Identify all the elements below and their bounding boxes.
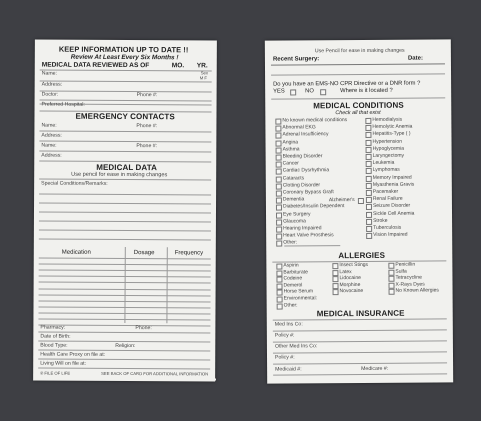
allergy-checkbox[interactable] bbox=[277, 303, 283, 309]
condition-label: Vision Impaired bbox=[373, 231, 408, 239]
allergy-label: Aspirin bbox=[283, 262, 299, 269]
condition-label: Cataracts bbox=[282, 174, 305, 182]
pharmacy-label: Pharmacy: bbox=[40, 324, 66, 331]
contact1-name-label: Name: bbox=[41, 122, 57, 129]
dnr-yes-checkbox[interactable] bbox=[290, 89, 296, 95]
dnr-no-label: NO bbox=[305, 88, 314, 95]
condition-label: Tuberculosis bbox=[373, 224, 402, 231]
condition-label: Heart Valve Prosthesis bbox=[283, 232, 334, 239]
condition-label: Laryngectomy bbox=[372, 152, 405, 159]
allergy-label: X-Rays Dyes bbox=[395, 281, 425, 288]
condition-label: Hypoglycemia bbox=[372, 145, 404, 152]
check-all-note: Check all that exist bbox=[335, 109, 381, 117]
allergy-label: Novocaine bbox=[339, 288, 364, 295]
preferred-hospital-label: Preferred Hospital: bbox=[41, 101, 85, 108]
allergy-checkbox[interactable] bbox=[276, 264, 282, 270]
doctor-phone-label: Phone #: bbox=[136, 92, 158, 99]
condition-label: Pacemaker bbox=[372, 188, 399, 195]
condition-checkbox[interactable] bbox=[366, 197, 372, 203]
condition-label: Hemolytic Anemia bbox=[372, 123, 413, 131]
condition-label: Dementia bbox=[282, 196, 305, 203]
frequency-column-header: Frequency bbox=[174, 250, 204, 257]
medicaid-label: Medicaid #: bbox=[275, 366, 302, 373]
condition-label: No known medical conditions bbox=[282, 117, 348, 124]
contact2-phone-label: Phone #: bbox=[136, 143, 158, 150]
condition-checkbox[interactable] bbox=[366, 154, 372, 160]
condition-checkbox[interactable] bbox=[275, 119, 281, 125]
dob-label: Date of Birth: bbox=[40, 333, 71, 340]
allergy-label: Penicillin bbox=[395, 261, 416, 268]
divider bbox=[39, 141, 211, 143]
condition-checkbox[interactable] bbox=[366, 212, 372, 218]
condition-label: Lymphomas bbox=[372, 167, 400, 174]
condition-label: Glaucoma bbox=[283, 218, 306, 225]
condition-label: Renal Failure bbox=[372, 195, 403, 203]
column-divider bbox=[124, 247, 125, 323]
condition-checkbox[interactable] bbox=[276, 234, 282, 240]
alzheimers-label: Alzheimer's bbox=[328, 197, 355, 204]
religion-label: Religion: bbox=[115, 342, 136, 350]
allergy-checkbox[interactable] bbox=[332, 276, 338, 282]
condition-checkbox[interactable] bbox=[366, 147, 372, 153]
condition-checkbox[interactable] bbox=[365, 125, 371, 131]
condition-checkbox[interactable] bbox=[365, 140, 371, 146]
condition-checkbox[interactable] bbox=[276, 191, 282, 197]
recent-surgery-label: Recent Surgery: bbox=[272, 56, 320, 63]
allergy-checkbox[interactable] bbox=[276, 270, 282, 276]
condition-label: Other: bbox=[283, 239, 298, 246]
allergy-checkbox[interactable] bbox=[388, 269, 394, 275]
contact1-address-label: Address: bbox=[41, 132, 62, 139]
allergy-checkbox[interactable] bbox=[388, 283, 394, 289]
divider bbox=[40, 91, 212, 93]
allergy-label: Sulfa bbox=[395, 268, 407, 275]
divider bbox=[40, 70, 212, 72]
divider bbox=[39, 221, 211, 223]
condition-label: Eye Surgery bbox=[282, 210, 311, 218]
condition-checkbox[interactable] bbox=[276, 140, 282, 146]
condition-checkbox[interactable] bbox=[276, 183, 282, 189]
month-label: MO. bbox=[171, 62, 185, 70]
condition-label: Cardiac Dysrhythmia bbox=[282, 167, 330, 174]
allergy-label: Insect Stings bbox=[339, 261, 369, 269]
medical-insurance-heading: MEDICAL INSURANCE bbox=[316, 308, 405, 319]
condition-checkbox[interactable] bbox=[275, 126, 281, 132]
condition-checkbox[interactable] bbox=[276, 219, 282, 225]
condition-checkbox[interactable] bbox=[276, 241, 282, 247]
allergies-heading: ALLERGIES bbox=[338, 250, 386, 261]
policy-label: Policy #: bbox=[274, 332, 295, 339]
pencil-note: Use pencil for ease in making changes bbox=[71, 171, 168, 179]
condition-checkbox[interactable] bbox=[276, 147, 282, 153]
allergy-checkbox[interactable] bbox=[277, 290, 283, 296]
proxy-label: Health Care Proxy on file at: bbox=[40, 351, 106, 358]
name-label: Name: bbox=[41, 70, 58, 77]
condition-checkbox[interactable] bbox=[276, 212, 282, 218]
divider bbox=[39, 230, 211, 232]
address-label: Address: bbox=[41, 81, 63, 88]
other-line bbox=[284, 245, 340, 246]
condition-label: Memory Impaired bbox=[372, 174, 412, 181]
divider bbox=[40, 81, 212, 83]
living-will-label: Living Will on file at: bbox=[40, 360, 87, 367]
condition-checkbox[interactable] bbox=[275, 133, 281, 139]
condition-checkbox[interactable] bbox=[366, 176, 372, 182]
allergy-label: Codeine bbox=[283, 275, 303, 282]
file-of-life-card-front bbox=[33, 40, 217, 382]
condition-label: Hepatitis-Type ( ) bbox=[372, 131, 411, 138]
divider bbox=[39, 151, 211, 153]
allergy-checkbox[interactable] bbox=[277, 297, 283, 303]
condition-checkbox[interactable] bbox=[366, 219, 372, 225]
allergy-label: Morphine bbox=[339, 281, 361, 288]
back-pencil-note: Use Pencil for ease in making changes bbox=[314, 47, 405, 55]
blood-type-label: Blood Type: bbox=[40, 342, 68, 349]
divider bbox=[273, 340, 447, 342]
emergency-contacts-heading: EMERGENCY CONTACTS bbox=[75, 111, 175, 122]
allergy-checkbox[interactable] bbox=[276, 283, 282, 289]
policy2-label: Policy #: bbox=[274, 354, 295, 361]
med-ins-label: Med Ins Co: bbox=[274, 321, 303, 328]
dnr-location-label: Where is it located ? bbox=[340, 87, 393, 95]
dnr-yes-label: YES bbox=[273, 88, 285, 95]
condition-label: Adrenal Insufficiency bbox=[282, 131, 329, 138]
allergy-label: Environmental: bbox=[283, 295, 317, 302]
divider bbox=[273, 362, 447, 364]
condition-checkbox[interactable] bbox=[276, 205, 282, 211]
file-of-life-card-back bbox=[265, 39, 453, 383]
condition-label: Cancer bbox=[282, 160, 299, 167]
divider bbox=[273, 373, 447, 375]
condition-checkbox[interactable] bbox=[276, 227, 282, 233]
condition-label: Leukemia bbox=[372, 159, 395, 167]
brand-logo: ® FILE OF LIFE bbox=[40, 370, 71, 376]
divider bbox=[273, 318, 447, 320]
contact2-address-label: Address: bbox=[41, 152, 62, 159]
allergy-checkbox[interactable] bbox=[389, 289, 395, 295]
allergy-label: Tetracycline bbox=[395, 274, 422, 281]
condition-label: Abnormal EKG bbox=[282, 124, 316, 131]
divider bbox=[39, 194, 211, 196]
condition-checkbox[interactable] bbox=[276, 169, 282, 175]
allergy-label: Demerol bbox=[283, 282, 303, 289]
condition-label: Bleeding Disorder bbox=[282, 153, 323, 160]
condition-label: Coronary Bypass Graft bbox=[282, 189, 334, 196]
dnr-question: Do you have an EMS-NO CPR Directive or a DNR form ? bbox=[273, 80, 421, 88]
pharmacy-phone-label: Phone: bbox=[135, 325, 152, 332]
condition-label: Seizure Disorder bbox=[372, 203, 411, 210]
condition-label: Diabetes/Insulin Dependent bbox=[282, 203, 345, 210]
condition-checkbox[interactable] bbox=[366, 168, 372, 174]
allergy-label: Horse Serum bbox=[283, 288, 314, 295]
allergy-checkbox[interactable] bbox=[388, 263, 394, 269]
column-divider bbox=[166, 247, 167, 323]
other-med-ins-label: Other Med Ins Co: bbox=[274, 343, 318, 350]
medication-column-header: Medication bbox=[61, 249, 91, 256]
dnr-no-checkbox[interactable] bbox=[320, 89, 326, 95]
dosage-column-header: Dosage bbox=[133, 250, 155, 257]
allergy-label: Lidocaine bbox=[339, 275, 361, 282]
divider bbox=[39, 131, 211, 133]
year-label: YR. bbox=[196, 62, 208, 70]
condition-checkbox[interactable] bbox=[366, 204, 372, 210]
condition-checkbox[interactable] bbox=[366, 161, 372, 167]
condition-label: Hypertension bbox=[372, 138, 403, 145]
divider bbox=[273, 351, 447, 353]
sex-options: M F bbox=[199, 75, 207, 81]
alzheimers-checkbox[interactable] bbox=[358, 198, 364, 204]
medical-data-heading: MEDICAL DATA bbox=[96, 162, 158, 173]
allergy-label: Other: bbox=[283, 302, 298, 309]
reviewed-label: MEDICAL DATA REVIEWED AS OF bbox=[41, 61, 150, 70]
divider bbox=[271, 97, 445, 99]
doctor-label: Doctor: bbox=[41, 91, 59, 98]
see-back-note: SEE BACK OF CARD FOR ADDITIONAL INFORMATION bbox=[101, 370, 209, 377]
allergy-checkbox[interactable] bbox=[276, 277, 282, 283]
surgery-date-label: Date: bbox=[407, 55, 423, 62]
contact2-name-label: Name: bbox=[41, 142, 57, 149]
allergy-label: Latex bbox=[339, 268, 352, 275]
condition-label: Angina bbox=[282, 139, 299, 146]
divider bbox=[273, 329, 447, 331]
card-title: KEEP INFORMATION UP TO DATE !! bbox=[58, 44, 189, 55]
medical-conditions-heading: MEDICAL CONDITIONS bbox=[313, 100, 404, 111]
condition-checkbox[interactable] bbox=[366, 190, 372, 196]
sex-label: Sex bbox=[200, 70, 208, 76]
allergy-checkbox[interactable] bbox=[332, 270, 338, 276]
condition-checkbox[interactable] bbox=[276, 162, 282, 168]
condition-label: Clotting Disorder bbox=[282, 182, 321, 189]
allergy-checkbox[interactable] bbox=[332, 263, 338, 269]
divider bbox=[38, 368, 210, 370]
condition-label: Myasthenia Gravis bbox=[372, 181, 415, 188]
condition-checkbox[interactable] bbox=[365, 118, 371, 124]
card-subtitle: Review At Least Every Six Months ! bbox=[70, 53, 179, 62]
condition-label: Hemodialysis bbox=[372, 116, 403, 123]
condition-checkbox[interactable] bbox=[366, 226, 372, 232]
contact1-phone-label: Phone #: bbox=[136, 123, 158, 130]
allergy-checkbox[interactable] bbox=[388, 276, 394, 282]
condition-checkbox[interactable] bbox=[365, 132, 371, 138]
divider bbox=[271, 63, 445, 65]
medicare-label: Medicare #: bbox=[361, 365, 389, 372]
condition-label: Hearing Impaired bbox=[283, 225, 322, 232]
allergy-label: Barbiturate bbox=[283, 268, 308, 276]
divider bbox=[39, 239, 211, 241]
allergy-label: No Known Allergies bbox=[395, 287, 439, 295]
special-conditions-label: Special Conditions/Remarks: bbox=[41, 180, 108, 187]
condition-label: Sickle Cell Anemia bbox=[372, 210, 415, 217]
allergy-checkbox[interactable] bbox=[332, 283, 338, 289]
divider bbox=[39, 203, 211, 205]
condition-label: Stroke bbox=[373, 217, 388, 224]
divider bbox=[39, 212, 211, 214]
allergy-checkbox[interactable] bbox=[333, 290, 339, 296]
condition-checkbox[interactable] bbox=[276, 176, 282, 182]
divider bbox=[271, 73, 445, 75]
condition-checkbox[interactable] bbox=[276, 198, 282, 204]
condition-checkbox[interactable] bbox=[366, 233, 372, 239]
condition-label: Asthma bbox=[282, 146, 300, 153]
condition-checkbox[interactable] bbox=[366, 183, 372, 189]
condition-checkbox[interactable] bbox=[276, 155, 282, 161]
